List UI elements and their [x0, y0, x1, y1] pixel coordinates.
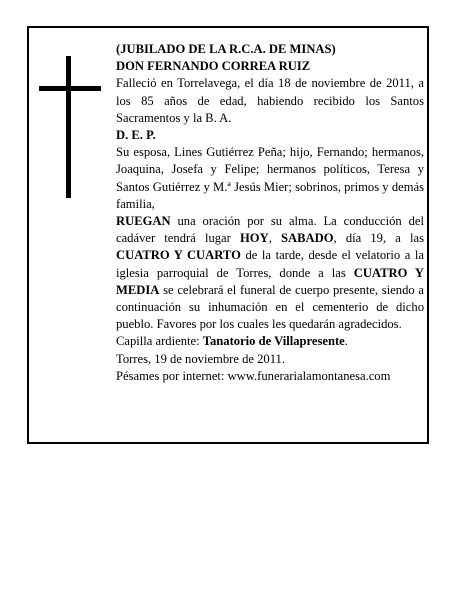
procession-time: CUATRO Y CUARTO — [116, 248, 241, 263]
cross-horizontal-bar — [39, 86, 101, 91]
rip-line: D. E. P. — [116, 128, 156, 143]
death-announcement: Falleció en Torrelavega, el día 18 de noviembre de 2011, a los 85 años de edad, habiendo recibido los Santos Sacramentos y la B. A. — [116, 76, 424, 125]
chapel-line: Capilla ardiente: Tanatorio de Villapresente. — [116, 334, 348, 349]
condolences-line: Pésames por internet: www.funerarialamontanesa.com — [116, 368, 391, 383]
deceased-name: DON FERNANDO CORREA RUIZ — [116, 59, 311, 74]
family-list: Su esposa, Lines Gutiérrez Peña; hijo, Fernando; hermanos, Joaquina, Josefa y Felipe; hermanos políticos, Teresa y Santos Gutiérrez y M.ª Jesús Mier; sobrinos, primos y demás familia, — [116, 145, 424, 211]
obituary-notice — [27, 26, 429, 444]
notice-text — [116, 41, 424, 385]
cross-vertical-bar — [66, 56, 71, 198]
today-word: HOY — [240, 231, 269, 246]
day-word: SABADO — [281, 231, 334, 246]
funeral-time: CUATRO Y MEDIA — [116, 265, 424, 297]
ruegan-word: RUEGAN — [116, 214, 171, 229]
date-line: Torres, 19 de noviembre de 2011. — [116, 351, 285, 366]
notice-subtitle: (JUBILADO DE LA R.C.A. DE MINAS) — [116, 42, 336, 56]
funeral-request: RUEGAN una oración por su alma. La conducción del cadáver tendrá lugar HOY, SABADO, día 19, a las CUATRO Y CUARTO de la tarde, desde el velatorio a la iglesia parroquial de Torres, donde a las CUATRO Y MEDIA se celebrará el funeral de cuerpo presente, siendo a continuación su inhumación en el cementerio de dicho pueblo. Favores por los cuales les quedarán agradecidos. — [116, 214, 425, 332]
cross-icon — [39, 56, 101, 198]
chapel-place: Tanatorio de Villapresente — [202, 334, 345, 349]
